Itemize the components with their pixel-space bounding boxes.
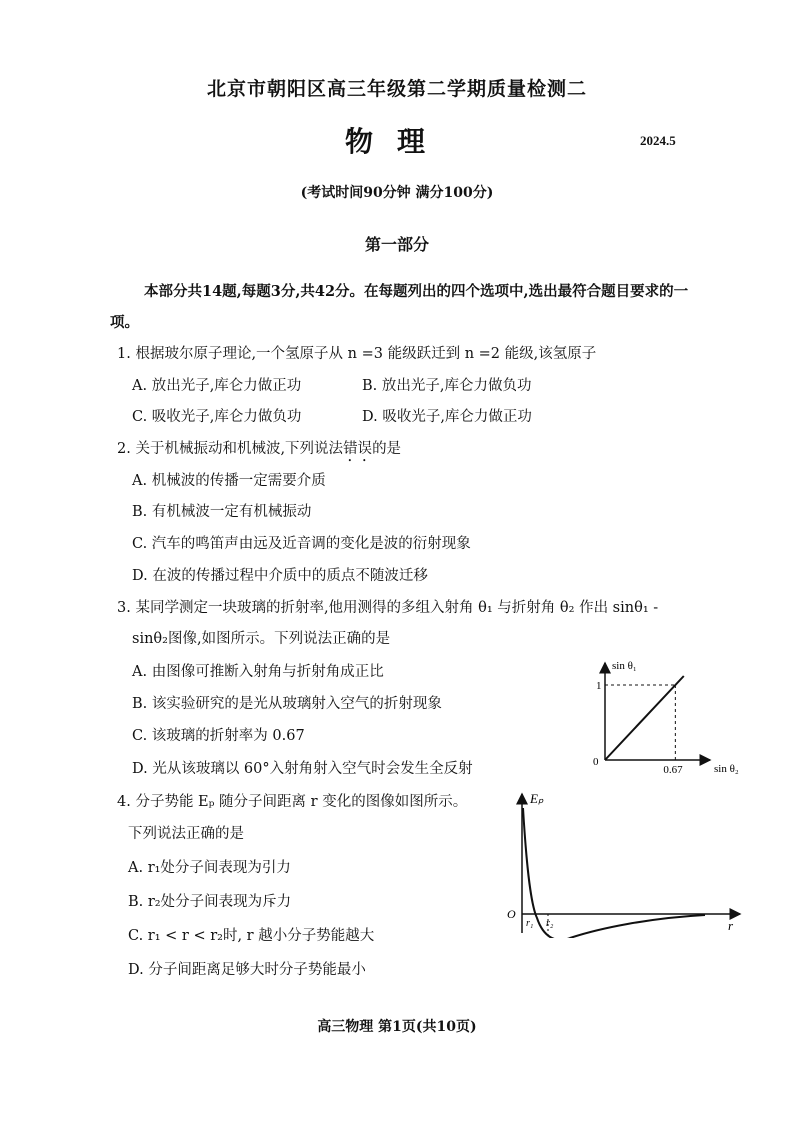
- question-2-option-b: B. 有机械波一定有机械振动: [132, 504, 312, 520]
- figure-3-y-tick: 1: [596, 680, 602, 692]
- figure-3-x-label: sin θ₂: [714, 763, 739, 775]
- subject-title: 物理: [344, 125, 449, 158]
- question-2-stem-emphasis: 错误: [343, 441, 373, 457]
- question-3-stem-line1: 3. 某同学测定一块玻璃的折射率,他用测得的多组入射角 θ₁ 与折射角 θ₂ 作出 sinθ₁ -: [117, 600, 659, 616]
- figure-3-origin: 0: [593, 756, 599, 768]
- exam-date: 2024.5: [640, 133, 676, 148]
- figure-3-data-line: [605, 676, 684, 760]
- question-2-option-c: C. 汽车的鸣笛声由远及近音调的变化是波的衍射现象: [132, 536, 471, 552]
- question-3-option-c: C. 该玻璃的折射率为 0.67: [132, 728, 305, 744]
- question-2-stem: [117, 437, 401, 465]
- exam-title: 北京市朝阳区高三年级第二学期质量检测二: [206, 78, 587, 100]
- section-title: 第一部分: [364, 235, 429, 254]
- figure-3-x-tick: 0.67: [663, 764, 683, 776]
- question-2-option-d: D. 在波的传播过程中介质中的质点不随波迁移: [132, 568, 428, 584]
- page-footer: 高三物理 第1页(共10页): [317, 1019, 477, 1035]
- question-1-option-c: C. 吸收光子,库仑力做负功: [132, 409, 302, 425]
- question-1-option-b: B. 放出光子,库仑力做负功: [362, 378, 532, 394]
- question-3-option-d: D. 光从该玻璃以 60°入射角射入空气时会发生全反射: [132, 761, 473, 777]
- question-4-option-a: A. r₁处分子间表现为引力: [128, 860, 291, 876]
- question-4-option-b: B. r₂处分子间表现为斥力: [128, 894, 292, 910]
- question-1-option-d: D. 吸收光子,库仑力做正功: [362, 409, 532, 425]
- question-1-stem: 1. 根据玻尔原子理论,一个氢原子从 n =3 能级跃迁到 n =2 能级,该氢原子: [117, 346, 597, 362]
- question-3-option-b: B. 该实验研究的是光从玻璃射入空气的折射现象: [132, 696, 442, 712]
- figure-4-r2-label: r₂: [546, 918, 554, 929]
- figure-4-x-label: r: [728, 918, 734, 933]
- question-3-stem-line2: sinθ₂图像,如图所示。下列说法正确的是: [132, 631, 391, 647]
- question-4-stem-line2: 下列说法正确的是: [128, 826, 244, 842]
- figure-4-origin: O: [507, 907, 516, 921]
- section-intro: 本部分共14题,每题3分,共42分。在每题列出的四个选项中,选出最符合题目要求的一项。: [110, 283, 689, 331]
- figure-4-potential-energy-graph: [500, 788, 750, 938]
- question-2-option-a: A. 机械波的传播一定需要介质: [132, 473, 326, 489]
- figure-3-y-label: sin θ₁: [612, 660, 637, 672]
- question-2-stem-suffix: 的是: [372, 441, 402, 457]
- question-2-stem-prefix: 2. 关于机械振动和机械波,下列说法: [117, 441, 344, 457]
- question-1-option-a: A. 放出光子,库仑力做正功: [132, 378, 302, 394]
- figure-3-sin-graph: [590, 655, 740, 780]
- question-4-option-c: C. r₁ < r < r₂时, r 越小分子势能越大: [128, 928, 375, 944]
- figure-4-y-label: Eₚ: [530, 791, 544, 806]
- question-3-option-a: A. 由图像可推断入射角与折射角成正比: [132, 664, 384, 680]
- figure-4-r1-label: r₁: [526, 918, 534, 929]
- question-4-option-d: D. 分子间距离足够大时分子势能最小: [128, 962, 366, 978]
- exam-info: (考试时间90分钟 满分100分): [300, 185, 494, 201]
- question-4-stem-line1: 4. 分子势能 Eₚ 随分子间距离 r 变化的图像如图所示。: [117, 794, 468, 810]
